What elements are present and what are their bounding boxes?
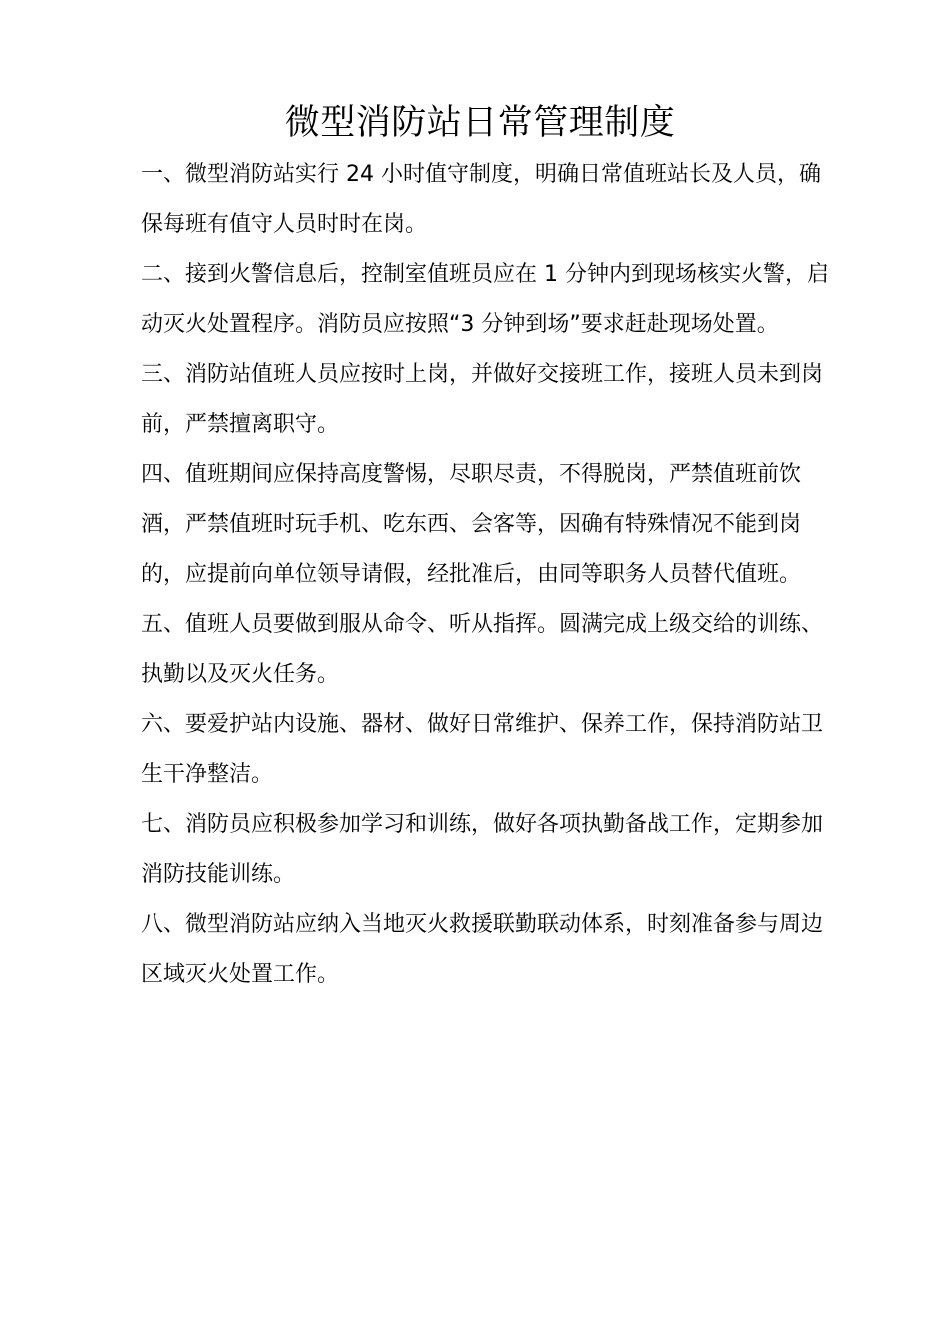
paragraph-2: 二、接到火警信息后，控制室值班员应在 1 分钟内到现场核实火警，启动灭火处置程序。消防员应按照“3 分钟到场”要求赶赴现场处置。 bbox=[141, 262, 829, 337]
paragraph-7: 七、消防员应积极参加学习和训练，做好各项执勤备战工作，定期参加消防技能训练。 bbox=[141, 812, 824, 887]
paragraph-4: 四、值班期间应保持高度警惕，尽职尽责，不得脱岗，严禁值班前饮酒，严禁值班时玩手机、吃东西、会客等，因确有特殊情况不能到岗的，应提前向单位领导请假，经批准后，由同等职务人员替代值班。 bbox=[141, 462, 802, 587]
paragraph-1: 一、微型消防站实行 24 小时值守制度，明确日常值班站长及人员，确保每班有值守人员时时在岗。 bbox=[141, 162, 821, 237]
paragraph-3: 三、消防站值班人员应按时上岗，并做好交接班工作，接班人员未到岗前，严禁擅离职守。 bbox=[141, 362, 824, 437]
document-body bbox=[141, 150, 831, 1000]
paragraph-6: 六、要爱护站内设施、器材、做好日常维护、保养工作，保持消防站卫生干净整洁。 bbox=[141, 712, 824, 787]
paragraph-5: 五、值班人员要做到服从命令、听从指挥。圆满完成上级交给的训练、执勤以及灭火任务。 bbox=[141, 612, 824, 687]
document-title: 微型消防站日常管理制度 bbox=[284, 103, 676, 143]
paragraph-8: 八、微型消防站应纳入当地灭火救援联勤联动体系，时刻准备参与周边区域灭火处置工作。 bbox=[141, 912, 824, 987]
